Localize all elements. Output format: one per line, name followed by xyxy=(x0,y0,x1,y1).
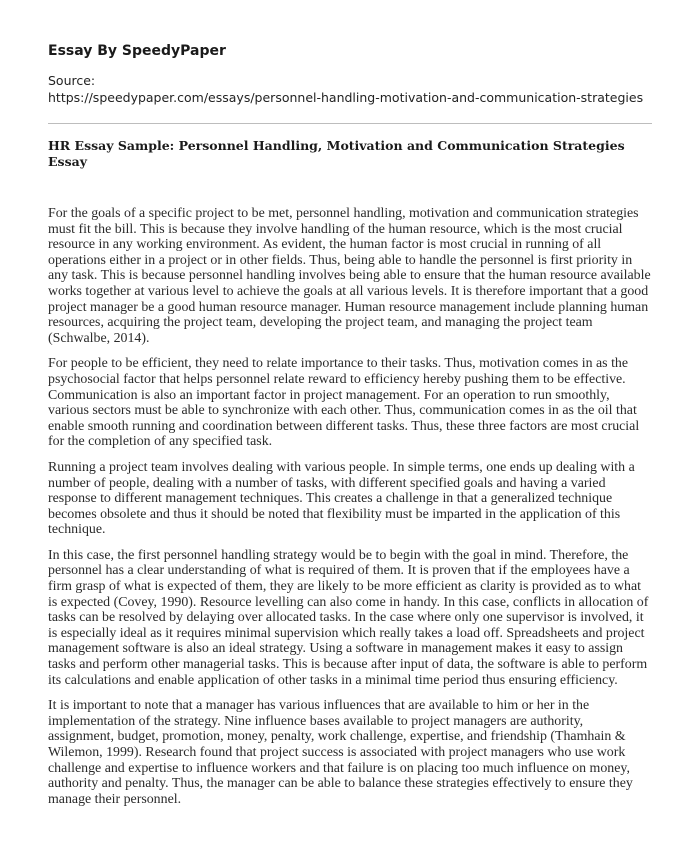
essay-title: HR Essay Sample: Personnel Handling, Motivation and Communication Strategies Essay xyxy=(48,138,625,169)
header-divider xyxy=(48,123,652,124)
site-header-title: Essay By SpeedyPaper xyxy=(48,43,226,59)
source-url: https://speedypaper.com/essays/personnel-handling-motivation-and-communication-strategies xyxy=(48,90,644,105)
essay-paragraph: In this case, the first personnel handling strategy would be to begin with the goal in mind. Therefore, the personnel has a clear understanding of what is required of them. It is proven that if the employees have a firm grasp of what is expected of them, they are likely to be more efficient as clarity is provided as to what is expected (Covey, 1990). Resource levelling can also come in handy. In this case, conflicts in allocation of tasks can be resolved by delaying over allocated tasks. In the case where only one supervisor is involved, it is especially ideal as it requires minimal supervision which really takes a load off. Spreadsheets and project management software is also an ideal strategy. Using a software in management makes it easy to assign tasks and perform other managerial tasks. This is because after input of data, the software is able to perform its calculations and enable application of other tasks in a minimal time period thus ensuring efficiency. xyxy=(48,547,649,688)
essay-body xyxy=(48,206,652,807)
source-block xyxy=(48,72,652,106)
essay-paragraph: Running a project team involves dealing with various people. In simple terms, one ends up dealing with a number of people, dealing with a number of tasks, with different specified goals and having a varied response to different management techniques. This creates a challenge in that a generalized technique becomes obsolete and thus it should be noted that flexibility must be imparted in the application of this technique. xyxy=(48,459,635,538)
source-label: Source: xyxy=(48,73,96,88)
essay-paragraph: It is important to note that a manager has various influences that are available to him or her in the implementation of the strategy. Nine influence bases available to project managers are authority, assignment, budget, promotion, money, penalty, work challenge, expertise, and friendship (Thamhain & Wilemon, 1999). Research found that project success is associated with project managers who use work challenge and expertise to influence workers and that failure is on placing too much influence on money, authority and penalty. Thus, the manager can be able to balance these strategies effectively to ensure they manage their personnel. xyxy=(48,698,633,807)
essay-paragraph: For the goals of a specific project to be met, personnel handling, motivation and communication strategies must fit the bill. This is because they involve handling of the human resource, which is the most crucial resource in any working environment. As evident, the human factor is most crucial in running of all operations either in a project or in other fields. Thus, being able to handle the personnel is first priority in any task. This is because personnel handling involves being able to ensure that the human resource available works together at various level to achieve the goals at all various levels. It is therefore important that a good project manager be a good human resource manager. Human resource management include planning human resources, acquiring the project team, developing the project team, and managing the project team (Schwalbe, 2014). xyxy=(48,206,651,346)
essay-paragraph: For people to be efficient, they need to relate importance to their tasks. Thus, motivation comes in as the psychosocial factor that helps personnel relate reward to efficiency hereby pushing them to be effective. Communication is also an important factor in project management. For an operation to run smoothly, various sectors must be able to synchronize with each other. Thus, communication comes in as the oil that enable smooth running and coordination between different tasks. Thus, these three factors are most crucial for the completion of any specified task. xyxy=(48,356,640,450)
